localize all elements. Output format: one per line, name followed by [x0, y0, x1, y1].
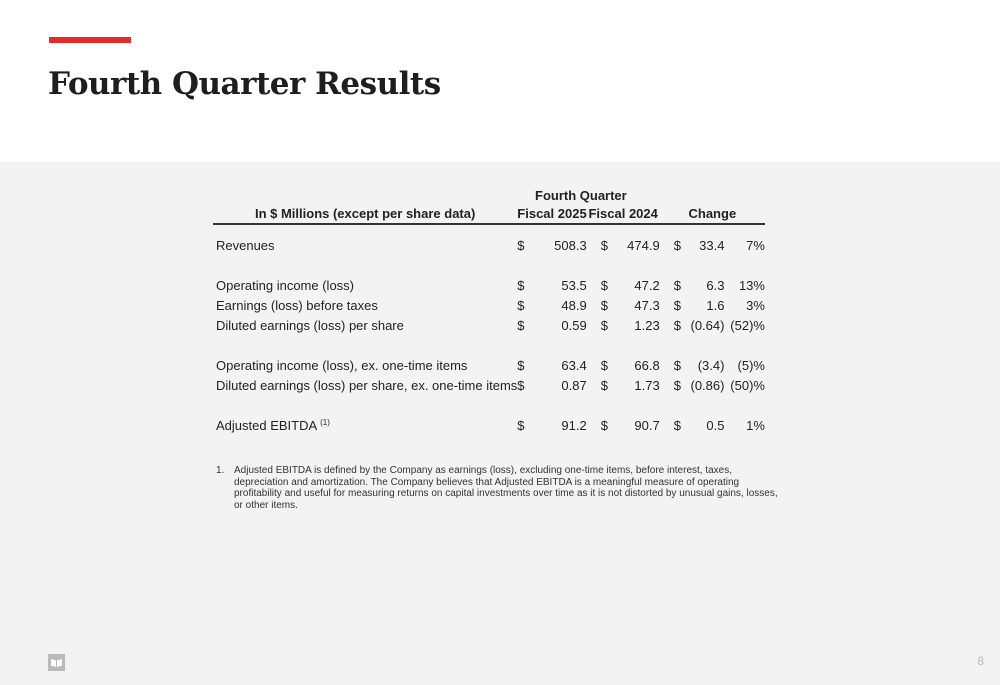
value-change-percent: 7	[746, 237, 754, 253]
currency-symbol: $	[600, 317, 608, 333]
value-fy2025: 91.2	[561, 417, 587, 433]
footnote-number: 1.	[216, 465, 225, 476]
value-fy2024: 1.23	[634, 317, 660, 333]
footnote-text: Adjusted EBITDA is defined by the Company as earnings (loss), excluding one-time items, before interest, taxes, depreciation and amortization. The Company believes that Adjusted EBITDA is a meaningful measure of operating profitability and useful for measuring returns on capital investments over time as it is not distorted by unusual gains, losses, or other items.	[234, 465, 778, 511]
currency-symbol: $	[517, 297, 525, 313]
percent-unit: %	[753, 317, 765, 333]
currency-symbol: $	[600, 297, 608, 313]
value-fy2024: 474.9	[627, 237, 660, 253]
content-panel	[0, 162, 1000, 685]
col-header-label: In $ Millions (except per share data)	[213, 203, 517, 224]
currency-symbol: $	[517, 417, 525, 433]
currency-symbol: $	[600, 277, 608, 293]
table-row	[213, 295, 765, 315]
currency-symbol: $	[600, 357, 608, 373]
accent-bar	[49, 37, 131, 43]
currency-symbol: $	[600, 237, 608, 253]
col-header-fy2025: Fiscal 2025	[517, 203, 586, 224]
currency-symbol: $	[600, 377, 608, 393]
value-change: 0.5	[706, 417, 725, 433]
currency-symbol: $	[673, 277, 681, 293]
currency-symbol: $	[517, 237, 525, 253]
col-header-fy2024: Fiscal 2024	[587, 203, 660, 224]
row-label: Operating income (loss)	[216, 277, 354, 293]
currency-symbol: $	[517, 317, 525, 333]
currency-symbol: $	[600, 417, 608, 433]
table-row	[213, 415, 765, 435]
table-row	[213, 315, 765, 335]
row-label: Revenues	[216, 237, 275, 253]
currency-symbol: $	[517, 377, 525, 393]
currency-symbol: $	[673, 237, 681, 253]
value-fy2025: 508.3	[554, 237, 587, 253]
table-row	[213, 235, 765, 255]
row-label: Earnings (loss) before taxes	[216, 297, 378, 313]
percent-unit: %	[753, 237, 765, 253]
currency-symbol: $	[673, 297, 681, 313]
value-fy2025: 0.59	[561, 317, 587, 333]
footnote-marker: (1)	[320, 417, 330, 427]
value-fy2025: 48.9	[561, 297, 587, 313]
value-fy2024: 47.3	[634, 297, 660, 313]
currency-symbol: $	[517, 357, 525, 373]
currency-symbol: $	[517, 277, 525, 293]
value-fy2024: 47.2	[634, 277, 660, 293]
value-change: 6.3	[706, 277, 725, 293]
group-header: Fourth Quarter	[535, 188, 627, 203]
table-row	[213, 355, 765, 375]
percent-unit: %	[753, 417, 765, 433]
page-title: Fourth Quarter Results	[48, 66, 441, 102]
row-label: Adjusted EBITDA $^{(1)}$	[216, 417, 330, 433]
currency-symbol: $	[673, 317, 681, 333]
value-change-percent: 3	[746, 297, 754, 313]
value-change: (0.86)	[690, 377, 725, 393]
row-label: Operating income (loss), ex. one-time items	[216, 357, 468, 373]
value-fy2025: 53.5	[561, 277, 587, 293]
percent-unit: %	[753, 377, 765, 393]
book-logo-icon	[48, 654, 65, 671]
value-change-percent: (52)	[730, 317, 754, 333]
table-body	[213, 224, 765, 435]
currency-symbol: $	[673, 357, 681, 373]
value-change: (0.64)	[690, 317, 725, 333]
page-number: 8	[977, 654, 984, 668]
value-change: 33.4	[699, 237, 725, 253]
col-header-change: Change	[660, 203, 765, 224]
value-change-percent: 1	[746, 417, 754, 433]
row-label: Diluted earnings (loss) per share, ex. one-time items	[216, 377, 518, 393]
table-row	[213, 375, 765, 395]
currency-symbol: $	[673, 417, 681, 433]
value-change: 1.6	[706, 297, 725, 313]
row-label: Diluted earnings (loss) per share	[216, 317, 404, 333]
value-fy2025: 63.4	[561, 357, 587, 373]
value-change-percent: 13	[738, 277, 754, 293]
currency-symbol: $	[673, 377, 681, 393]
results-table	[213, 184, 765, 435]
value-fy2024: 1.73	[634, 377, 660, 393]
footnote	[216, 465, 786, 511]
value-change: (3.4)	[697, 357, 725, 373]
table-row	[213, 275, 765, 295]
value-change-percent: (50)	[730, 377, 754, 393]
value-fy2024: 66.8	[634, 357, 660, 373]
value-fy2025: 0.87	[561, 377, 587, 393]
percent-unit: %	[753, 357, 765, 373]
value-fy2024: 90.7	[634, 417, 660, 433]
percent-unit: %	[753, 297, 765, 313]
value-change-percent: (5)	[737, 357, 754, 373]
percent-unit: %	[753, 277, 765, 293]
